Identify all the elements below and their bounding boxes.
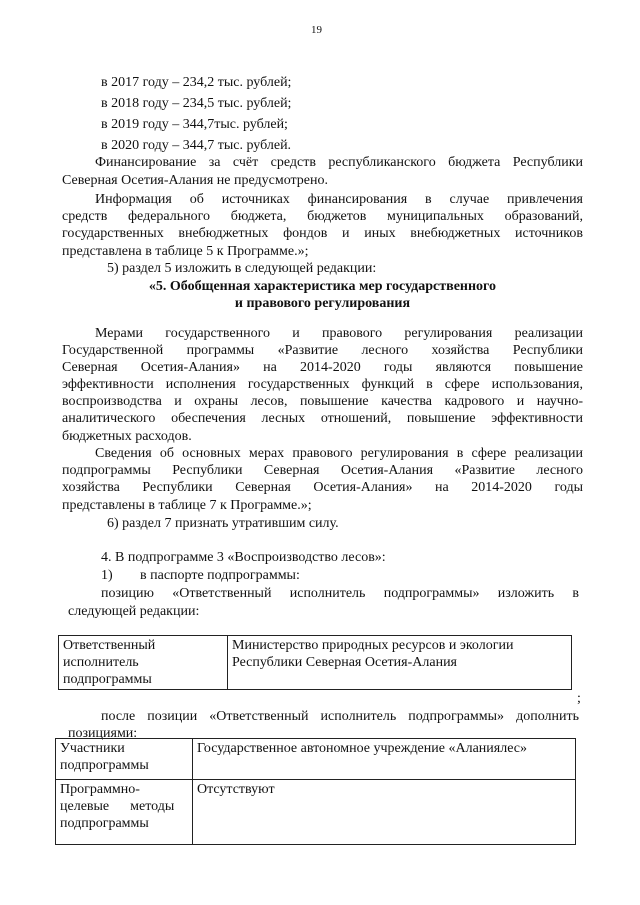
responsible-executor-table xyxy=(58,635,572,690)
value-line: Республики Северная Осетия-Алания xyxy=(232,655,457,670)
table-cell-label xyxy=(56,780,193,845)
funding-line-2018: в 2018 году – 234,5 тыс. рублей; xyxy=(101,96,292,111)
table-cell-label xyxy=(56,739,193,780)
section-title-line1: «5. Обобщенная характеристика мер государственного xyxy=(148,279,497,294)
section-title-line2: и правового регулирования xyxy=(234,296,411,311)
info-measures-line4: представлены в таблице 7 к Программе.»; xyxy=(62,498,312,513)
info-measures-line1: Сведения об основных мерах правового регулирования в сфере реализации xyxy=(95,446,583,461)
funding-line-2017: в 2017 году – 234,2 тыс. рублей; xyxy=(101,75,292,90)
label-line: Участники xyxy=(60,741,125,756)
label-line: исполнитель xyxy=(63,655,139,670)
item-4-1-text: в паспорте подпрограммы: xyxy=(140,568,300,583)
measures-para-line2: Государственной программы «Развитие лесного хозяйства Республики xyxy=(62,343,583,358)
participants-table xyxy=(55,738,576,845)
table-cell-value xyxy=(228,636,572,690)
label-line: целевые методы xyxy=(60,799,175,814)
info-para-line2: средств федерального бюджета, бюджетов муниципальных образований, xyxy=(62,209,583,224)
measures-para-line5: воспроизводства и охраны лесов, повышение качества кадрового и научно- xyxy=(62,394,583,409)
item-4: 4. В подпрограмме 3 «Воспроизводство лесов»: xyxy=(101,550,386,565)
measures-para-line1: Мерами государственного и правового регулирования реализации xyxy=(95,326,583,341)
funding-note-line1: Финансирование за счёт средств республиканского бюджета Республики xyxy=(95,155,583,170)
funding-line-2020: в 2020 году – 344,7 тыс. рублей. xyxy=(101,138,292,153)
funding-note-line2: Северная Осетия-Алания не предусмотрено. xyxy=(62,173,328,188)
position-para-line1: позицию «Ответственный исполнитель подпрограммы» изложить в xyxy=(101,586,579,601)
info-para-line3: государственных внебюджетных фондов и иных внебюджетных источников xyxy=(62,226,583,241)
item-6: 6) раздел 7 признать утратившим силу. xyxy=(107,516,339,531)
table-row xyxy=(56,739,576,780)
item-4-1-number: 1) xyxy=(101,568,113,583)
measures-para-line3: Северная Осетия-Алания» на 2014-2020 годы являются повышение xyxy=(62,360,583,375)
semicolon: ; xyxy=(577,691,581,706)
label-line: подпрограммы xyxy=(63,672,152,687)
table-cell-label xyxy=(59,636,228,690)
page-number: 19 xyxy=(311,24,322,36)
info-measures-line3: хозяйства Республики Северная Осетия-Алания» на 2014-2020 годы xyxy=(62,480,583,495)
table-cell-value: Государственное автономное учреждение «Аланиялес» xyxy=(193,739,576,780)
info-para-line1: Информация об источниках финансирования в случае привлечения xyxy=(95,192,583,207)
table-cell-value: Отсутствуют xyxy=(193,780,576,845)
info-para-line4: представлена в таблице 5 к Программе.»; xyxy=(62,244,309,259)
measures-para-line4: эффективности исполнения государственных функций в сфере использования, xyxy=(62,377,583,392)
measures-para-line6: аналитического обеспечения лесных отношений, повышение эффективности xyxy=(62,411,583,426)
label-line: Ответственный xyxy=(63,638,156,653)
funding-line-2019: в 2019 году – 344,7тыс. рублей; xyxy=(101,117,288,132)
label-line: подпрограммы xyxy=(60,758,149,773)
label-line: Программно- xyxy=(60,782,140,797)
info-measures-line2: подпрограммы Республики Северная Осетия-Алания «Развитие лесного xyxy=(62,463,583,478)
after-para-line2: позициями: xyxy=(68,726,138,741)
table-row xyxy=(59,636,572,690)
value-line: Министерство природных ресурсов и экологии xyxy=(232,638,514,653)
after-para-line1: после позиции «Ответственный исполнитель подпрограммы» дополнить xyxy=(101,709,579,724)
label-line: подпрограммы xyxy=(60,816,149,831)
item-5: 5) раздел 5 изложить в следующей редакции: xyxy=(107,261,377,276)
position-para-line2: следующей редакции: xyxy=(68,604,200,619)
measures-para-line7: бюджетных расходов. xyxy=(62,429,192,444)
table-row xyxy=(56,780,576,845)
